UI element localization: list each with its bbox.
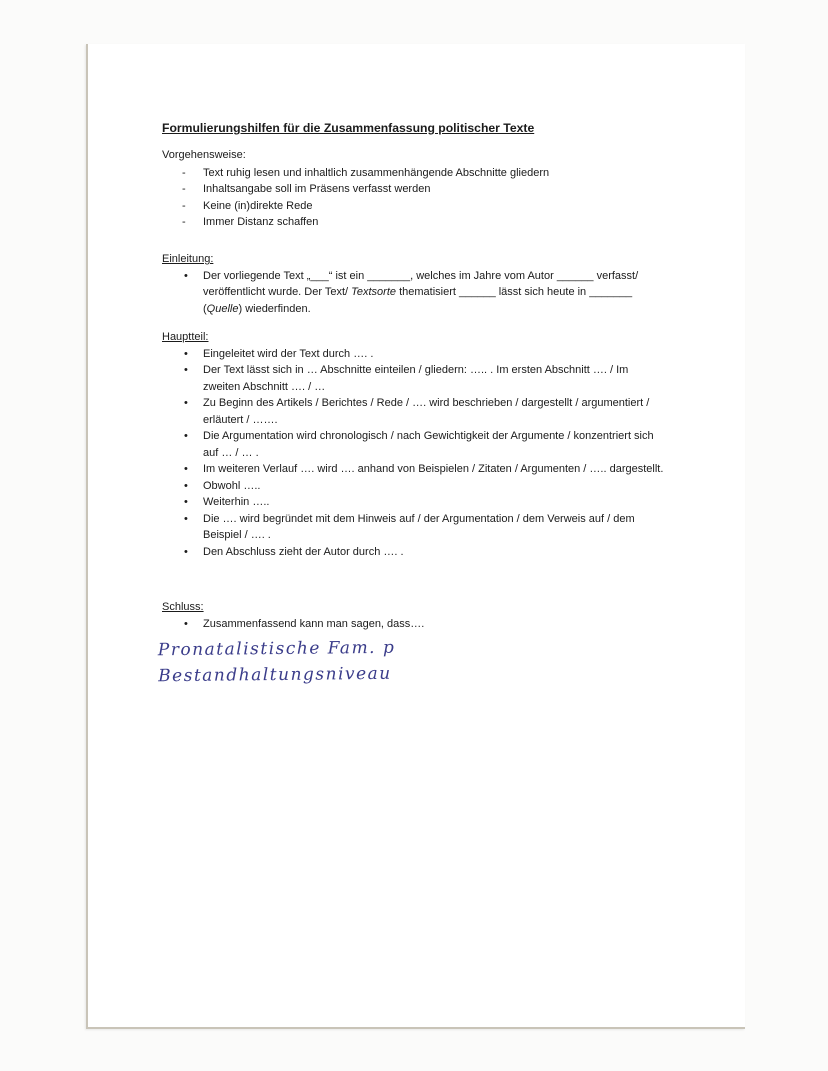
list-item: • Weiterhin ….. [162, 494, 665, 511]
bullet-marker: • [184, 512, 188, 525]
list-item: • Der vorliegende Text „___“ ist ein _______, welches im Jahre vom Autor ______ verfasst/ veröffentlicht wurde. Der Text/ Textsorte thematisiert ______ lässt sich heute in _______ (Quelle) wiederfinden. [184, 269, 639, 315]
section-einleitung [162, 251, 665, 317]
list-item: • Zu Beginn des Artikels / Berichtes / Rede / …. wird beschrieben / dargestellt / argumentiert / erläutert / ……. [184, 397, 650, 426]
handwritten-line: Bestandhaltungsniveau [158, 663, 392, 687]
section-label-einleitung: Einleitung: [162, 253, 214, 265]
section-label-schluss: Schluss: [162, 601, 204, 613]
list-item: - Immer Distanz schaffen [162, 214, 673, 231]
bullet-marker: • [184, 463, 188, 475]
list-item: • Den Abschluss zieht der Autor durch …. . [162, 544, 665, 561]
bullet-marker: • [184, 269, 188, 282]
list-item: • Der Text lässt sich in … Abschnitte einteilen / gliedern: ….. . Im ersten Abschnitt …. / Im zweiten Abschnitt …. / … [184, 364, 629, 393]
dash-marker: - [182, 199, 186, 212]
bullet-marker: • [184, 364, 188, 376]
dash-marker: - [182, 183, 186, 195]
handwritten-note [158, 635, 396, 689]
list-item: • Die Argumentation wird chronologisch / nach Gewichtigkeit der Argumente / konzentriert sich auf … / … . [184, 430, 654, 459]
list-item: • Zusammenfassend kann man sagen, dass…. [162, 616, 665, 633]
list-item: • Im weiteren Verlauf …. wird …. anhand von Beispielen / Zitaten / Argumenten / ….. dargestellt. [162, 461, 665, 478]
vorgehensweise-list [162, 165, 673, 231]
bullet-marker: • [184, 347, 188, 360]
bullet-marker: • [184, 397, 188, 409]
section-vorgehensweise [162, 147, 673, 231]
dash-marker: - [182, 216, 186, 228]
section-schluss [162, 599, 665, 632]
document-title: Formulierungshilfen für die Zusammenfassung politischer Texte [162, 121, 535, 135]
bullet-marker: • [184, 545, 188, 558]
list-item: • Eingeleitet wird der Text durch …. . [162, 346, 665, 363]
list-item: • Obwohl ….. [162, 478, 665, 495]
dash-marker: - [182, 166, 186, 179]
bullet-marker: • [184, 496, 188, 508]
schluss-list [162, 616, 665, 633]
list-item: - Text ruhig lesen und inhaltlich zusammenhängende Abschnitte gliedern [162, 165, 673, 182]
bullet-marker: • [184, 479, 188, 492]
bullet-marker: • [184, 430, 188, 442]
list-item: - Inhaltsangabe soll im Präsens verfasst werden [162, 181, 673, 198]
section-hauptteil [162, 329, 665, 560]
list-item: • Die …. wird begründet mit dem Hinweis auf / der Argumentation / dem Verweis auf / dem Beispiel / …. . [184, 512, 635, 541]
hauptteil-list [162, 346, 665, 561]
einleitung-list [162, 268, 665, 318]
handwritten-line: Pronatalistische Fam. p [157, 637, 396, 661]
section-label-hauptteil: Hauptteil: [162, 331, 209, 343]
list-item: - Keine (in)direkte Rede [162, 198, 673, 215]
section-label-vorgehensweise: Vorgehensweise: [162, 149, 246, 161]
bullet-marker: • [184, 617, 188, 630]
